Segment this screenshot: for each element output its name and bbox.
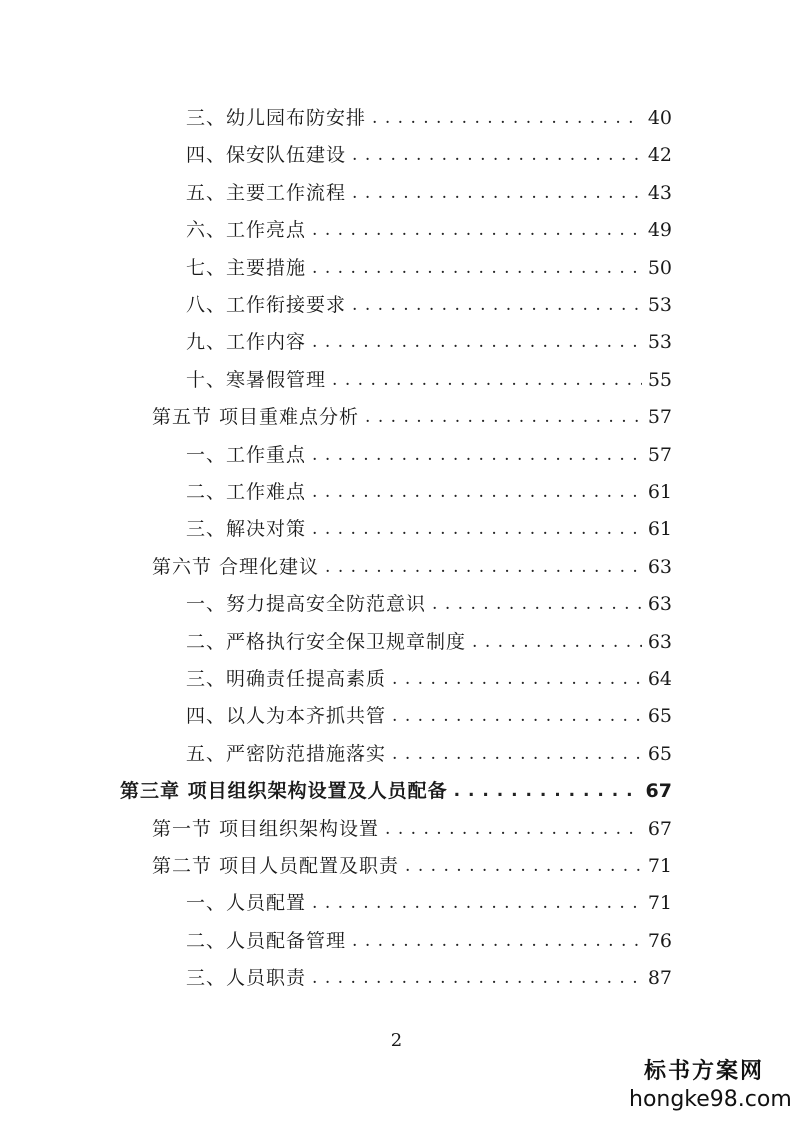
toc-entry-title: 三、人员职责 [186,967,307,990]
toc-entry-page: 43 [647,181,672,204]
toc-leader-dots [432,586,642,623]
toc-entry-title: 六、工作亮点 [186,219,307,242]
toc-leader-dots [392,698,642,735]
toc-leader-dots [352,287,642,324]
toc-entry-title: 第一节 项目组织架构设置 [152,817,380,840]
toc-entry[interactable] [0,698,672,735]
toc-entry[interactable] [0,287,672,324]
toc-entry-title: 五、严密防范措施落实 [186,742,387,765]
toc-entry[interactable] [0,549,672,586]
toc-entry[interactable] [0,923,672,960]
toc-leader-dots [312,960,642,997]
toc-entry-title: 第五节 项目重难点分析 [152,406,360,429]
toc-entry-title: 第二节 项目人员配置及职责 [152,855,400,877]
toc-entry[interactable] [0,661,672,698]
toc-entry[interactable] [0,960,672,997]
watermark-url: hongke98.com [629,1087,792,1112]
toc-leader-dots [332,362,642,399]
toc-entry[interactable] [0,624,672,661]
toc-entry-page: 63 [647,630,672,653]
toc-leader-dots [312,324,642,361]
toc-entry-page: 55 [647,368,672,391]
toc-entry-page: 42 [647,144,672,167]
toc-entry[interactable] [0,586,672,623]
toc-entry-page: 71 [647,855,672,877]
toc-entry-title: 四、以人为本齐抓共管 [186,705,387,728]
toc-leader-dots [454,773,640,810]
toc-entry-title: 二、严格执行安全保卫规章制度 [186,630,467,653]
toc-entry[interactable] [0,511,672,548]
toc-entry-page: 63 [647,555,672,578]
toc-entry[interactable] [0,362,672,399]
toc-entry-title: 第三章 项目组织架构设置及人员配备 [120,780,448,803]
toc-entry-title: 三、解决对策 [186,518,307,541]
watermark-site-name: 标书方案网 [643,1058,764,1084]
toc-entry-page: 67 [647,817,672,840]
toc-leader-dots [312,437,642,474]
toc-entry[interactable] [0,885,672,922]
toc-entry[interactable] [0,811,672,848]
toc-entry[interactable] [0,212,672,249]
toc-leader-dots [312,511,642,548]
toc-entry-page: 65 [647,742,672,765]
toc-entry-page: 64 [647,668,672,690]
toc-entry[interactable] [0,474,672,511]
toc-leader-dots [312,212,642,249]
toc-entry-title: 一、人员配置 [186,892,307,915]
toc-leader-dots [312,474,642,511]
toc-entry-title: 三、明确责任提高素质 [186,668,387,690]
toc-entry-page: 53 [647,331,672,354]
toc-entry-page: 57 [647,443,672,466]
toc-entry-page: 40 [647,107,672,129]
toc-entry-page: 65 [647,705,672,728]
toc-entry[interactable] [0,250,672,287]
toc-entry[interactable] [0,736,672,773]
toc-entry-page: 71 [647,892,672,915]
toc-entry[interactable] [0,399,672,436]
toc-leader-dots [312,885,642,922]
page-number: 2 [390,1030,403,1051]
toc-entry[interactable] [0,100,672,137]
toc-entry-page: 49 [647,219,672,242]
toc-entry-title: 四、保安队伍建设 [186,144,347,167]
toc-entry-title: 十、寒暑假管理 [186,368,327,391]
toc-entry-page: 50 [647,256,672,279]
toc-entry-title: 二、工作难点 [186,481,307,503]
toc-entry-page: 63 [647,593,672,616]
toc-leader-dots [352,137,642,174]
toc-entry[interactable] [0,848,672,885]
toc-entry-title: 五、主要工作流程 [186,181,347,204]
toc-entry-title: 三、幼儿园布防安排 [186,107,367,129]
toc-entry-page: 87 [647,967,672,990]
toc-leader-dots [312,250,642,287]
toc-leader-dots [405,848,642,885]
toc-entry[interactable] [0,773,672,810]
toc-entry-page: 61 [647,481,672,503]
toc-leader-dots [365,399,642,436]
toc-leader-dots [392,661,642,698]
toc-leader-dots [352,923,642,960]
toc-entry-page: 53 [647,294,672,316]
toc-entry[interactable] [0,437,672,474]
toc-entry[interactable] [0,324,672,361]
toc-leader-dots [352,175,642,212]
toc-entry-title: 七、主要措施 [186,256,307,279]
toc-entry-page: 67 [645,780,672,803]
toc-leader-dots [372,100,642,137]
toc-entry-title: 一、工作重点 [186,443,307,466]
toc-entry-title: 第六节 合理化建议 [152,555,320,578]
toc-leader-dots [385,811,642,848]
toc-leader-dots [392,736,642,773]
toc-entry-page: 61 [647,518,672,541]
toc-entry-title: 二、人员配备管理 [186,929,347,952]
toc-entry-page: 57 [647,406,672,429]
toc-leader-dots [325,549,642,586]
toc-entry[interactable] [0,175,672,212]
site-watermark [629,1056,792,1114]
toc-entry-page: 76 [647,929,672,952]
toc-leader-dots [472,624,642,661]
toc-entry[interactable] [0,137,672,174]
toc-entry-title: 九、工作内容 [186,331,307,354]
toc-entry-title: 一、努力提高安全防范意识 [186,593,427,616]
toc-entry-title: 八、工作衔接要求 [186,294,347,316]
